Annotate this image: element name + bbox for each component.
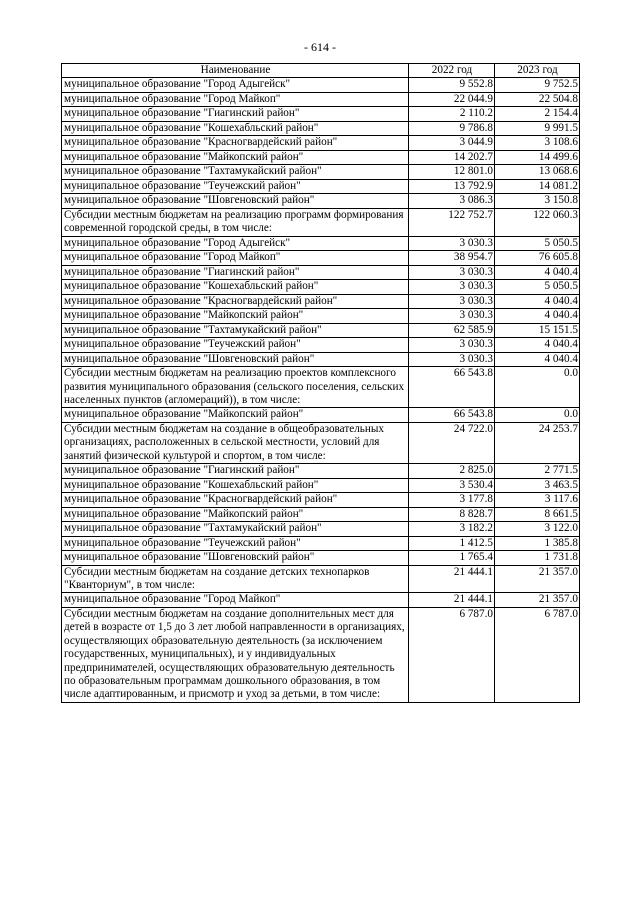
row-value-2022: 3 530.4: [409, 478, 495, 493]
row-value-2023: 3 150.8: [495, 194, 580, 209]
table-row: [62, 136, 580, 151]
header-2022: 2022 год: [409, 64, 495, 78]
row-value-2023: 14 499.6: [495, 150, 580, 165]
row-value-2023: 24 253.7: [495, 422, 580, 463]
row-name: муниципальное образование "Кошехабльский район": [62, 478, 409, 493]
row-value-2023: 6 787.0: [495, 607, 580, 702]
row-value-2022: 3 177.8: [409, 493, 495, 508]
row-name: муниципальное образование "Красногвардейский район": [62, 136, 409, 151]
row-value-2022: 3 030.3: [409, 352, 495, 367]
header-name: Наименование: [62, 64, 409, 78]
row-value-2022: 38 954.7: [409, 251, 495, 266]
row-name: муниципальное образование "Город Майкоп": [62, 251, 409, 266]
row-name: муниципальное образование "Майкопский район": [62, 507, 409, 522]
table-row: [62, 280, 580, 295]
row-name: муниципальное образование "Теучежский район": [62, 536, 409, 551]
table-row: [62, 265, 580, 280]
table-row: [62, 522, 580, 537]
row-value-2022: 6 787.0: [409, 607, 495, 702]
row-value-2023: 22 504.8: [495, 92, 580, 107]
row-value-2022: 2 825.0: [409, 464, 495, 479]
row-name: муниципальное образование "Теучежский район": [62, 338, 409, 353]
table-row: [62, 551, 580, 566]
row-value-2023: 5 050.5: [495, 236, 580, 251]
table-row: [62, 478, 580, 493]
row-name: муниципальное образование "Гиагинский район": [62, 265, 409, 280]
row-value-2023: 122 060.3: [495, 208, 580, 236]
row-value-2023: 9 752.5: [495, 78, 580, 93]
row-name: муниципальное образование "Теучежский район": [62, 179, 409, 194]
row-value-2022: 1 412.5: [409, 536, 495, 551]
table-row: [62, 236, 580, 251]
table-row: [62, 352, 580, 367]
row-name: муниципальное образование "Город Майкоп": [62, 593, 409, 608]
table-row: [62, 78, 580, 93]
row-name: муниципальное образование "Шовгеновский район": [62, 194, 409, 209]
row-value-2023: 3 463.5: [495, 478, 580, 493]
table-row: [62, 408, 580, 423]
row-value-2023: 0.0: [495, 408, 580, 423]
row-name: муниципальное образование "Кошехабльский район": [62, 280, 409, 295]
row-value-2023: 3 117.6: [495, 493, 580, 508]
row-value-2023: 8 661.5: [495, 507, 580, 522]
row-name: муниципальное образование "Город Адыгейск": [62, 78, 409, 93]
row-value-2022: 8 828.7: [409, 507, 495, 522]
table-row: [62, 107, 580, 122]
table-header-row: [62, 64, 580, 78]
row-value-2023: 14 081.2: [495, 179, 580, 194]
row-value-2023: 4 040.4: [495, 352, 580, 367]
table-row: [62, 493, 580, 508]
row-name: муниципальное образование "Тахтамукайский район": [62, 522, 409, 537]
row-value-2023: 1 731.8: [495, 551, 580, 566]
table-row: [62, 593, 580, 608]
row-value-2022: 22 044.9: [409, 92, 495, 107]
row-value-2022: 3 030.3: [409, 236, 495, 251]
table-row: [62, 607, 580, 702]
header-2023: 2023 год: [495, 64, 580, 78]
row-name: муниципальное образование "Гиагинский район": [62, 464, 409, 479]
table-row: [62, 194, 580, 209]
table-row: [62, 323, 580, 338]
row-value-2022: 66 543.8: [409, 408, 495, 423]
row-value-2023: 4 040.4: [495, 265, 580, 280]
row-name: Субсидии местным бюджетам на создание детских технопарков "Кванториум", в том числе:: [62, 565, 409, 593]
row-name: муниципальное образование "Майкопский район": [62, 150, 409, 165]
table-row: [62, 165, 580, 180]
row-name: муниципальное образование "Майкопский район": [62, 309, 409, 324]
table-row: [62, 121, 580, 136]
table-row: [62, 565, 580, 593]
row-value-2022: 62 585.9: [409, 323, 495, 338]
row-value-2022: 21 444.1: [409, 593, 495, 608]
row-value-2022: 9 786.8: [409, 121, 495, 136]
table-row: [62, 338, 580, 353]
row-value-2023: 1 385.8: [495, 536, 580, 551]
table-row: [62, 251, 580, 266]
row-value-2022: 12 801.0: [409, 165, 495, 180]
row-name: муниципальное образование "Шовгеновский район": [62, 551, 409, 566]
row-value-2023: 2 154.4: [495, 107, 580, 122]
row-value-2023: 2 771.5: [495, 464, 580, 479]
table-row: [62, 179, 580, 194]
row-value-2022: 21 444.1: [409, 565, 495, 593]
row-value-2022: 122 752.7: [409, 208, 495, 236]
row-value-2022: 3 044.9: [409, 136, 495, 151]
table-row: [62, 92, 580, 107]
table-row: [62, 150, 580, 165]
row-name: муниципальное образование "Тахтамукайский район": [62, 165, 409, 180]
row-value-2023: 21 357.0: [495, 593, 580, 608]
row-value-2022: 3 030.3: [409, 338, 495, 353]
row-name: муниципальное образование "Красногвардейский район": [62, 493, 409, 508]
row-value-2022: 3 182.2: [409, 522, 495, 537]
table-row: [62, 536, 580, 551]
row-name: муниципальное образование "Майкопский район": [62, 408, 409, 423]
row-value-2023: 4 040.4: [495, 338, 580, 353]
row-value-2023: 5 050.5: [495, 280, 580, 295]
row-name: Субсидии местным бюджетам на создание дополнительных мест для детей в возрасте от 1,5 до 3 лет любой направленности в организациях, осуществляющих образовательную деятельность (за исключением государственных, муниципальных), и у индивидуальных предпринимателей, осуществляющих образовательную деятельность по образовательным программам дошкольного образования, в том числе адаптированным, и присмотр и уход за детьми, в том числе:: [62, 607, 409, 702]
row-name: муниципальное образование "Гиагинский район": [62, 107, 409, 122]
table-row: [62, 208, 580, 236]
row-value-2022: 3 030.3: [409, 265, 495, 280]
row-name: Субсидии местным бюджетам на создание в общеобразовательных организациях, расположенных в сельской местности, условий для занятий физической культурой и спортом, в том числе:: [62, 422, 409, 463]
row-value-2022: 3 030.3: [409, 294, 495, 309]
row-value-2023: 13 068.6: [495, 165, 580, 180]
row-value-2023: 76 605.8: [495, 251, 580, 266]
table-row: [62, 294, 580, 309]
page-number: - 614 -: [304, 40, 336, 54]
row-name: муниципальное образование "Кошехабльский район": [62, 121, 409, 136]
table-row: [62, 309, 580, 324]
row-value-2023: 3 108.6: [495, 136, 580, 151]
row-value-2023: 4 040.4: [495, 294, 580, 309]
row-value-2023: 0.0: [495, 367, 580, 408]
budget-table: [61, 63, 580, 703]
row-value-2023: 3 122.0: [495, 522, 580, 537]
row-value-2023: 9 991.5: [495, 121, 580, 136]
table-row: [62, 422, 580, 463]
row-value-2022: 3 030.3: [409, 309, 495, 324]
row-name: Субсидии местным бюджетам на реализацию программ формирования современной городской среды, в том числе:: [62, 208, 409, 236]
row-value-2023: 15 151.5: [495, 323, 580, 338]
row-value-2022: 66 543.8: [409, 367, 495, 408]
table-row: [62, 367, 580, 408]
row-name: муниципальное образование "Город Адыгейск": [62, 236, 409, 251]
row-name: муниципальное образование "Город Майкоп": [62, 92, 409, 107]
row-name: муниципальное образование "Тахтамукайский район": [62, 323, 409, 338]
row-value-2022: 24 722.0: [409, 422, 495, 463]
row-value-2022: 9 552.8: [409, 78, 495, 93]
row-name: муниципальное образование "Шовгеновский район": [62, 352, 409, 367]
row-value-2023: 21 357.0: [495, 565, 580, 593]
row-value-2022: 14 202.7: [409, 150, 495, 165]
row-name: муниципальное образование "Красногвардейский район": [62, 294, 409, 309]
table-row: [62, 464, 580, 479]
table-row: [62, 507, 580, 522]
row-name: Субсидии местным бюджетам на реализацию проектов комплексного развития муниципального образования (сельского поселения, сельских населенных пунктов (агломераций)), в том числе:: [62, 367, 409, 408]
row-value-2022: 2 110.2: [409, 107, 495, 122]
row-value-2022: 3 086.3: [409, 194, 495, 209]
row-value-2022: 1 765.4: [409, 551, 495, 566]
table-body: [62, 78, 580, 702]
row-value-2023: 4 040.4: [495, 309, 580, 324]
row-value-2022: 3 030.3: [409, 280, 495, 295]
row-value-2022: 13 792.9: [409, 179, 495, 194]
